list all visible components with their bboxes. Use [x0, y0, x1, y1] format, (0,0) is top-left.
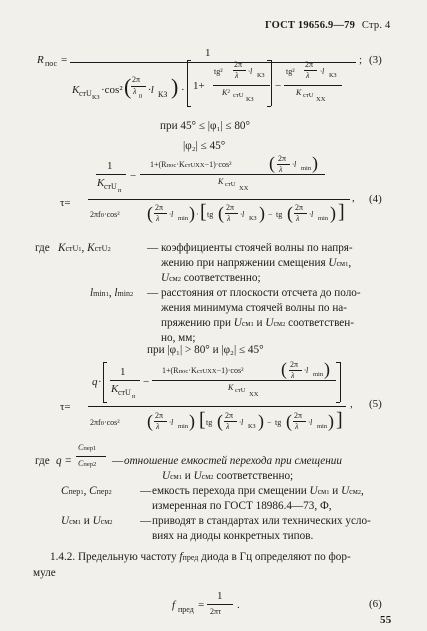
comma-5: ,	[350, 398, 353, 410]
lmin-5b: ·l	[169, 418, 174, 427]
k-subscript: стU	[79, 89, 92, 98]
num-text: 1+(Rпос·KстUXX−1)·cos²	[150, 160, 232, 169]
q-desc2: Uсм1 и Uсм2 соответственно;	[162, 470, 294, 482]
tg-fraction-bar-2	[284, 85, 342, 86]
k-subsubscript: КЗ	[92, 94, 100, 101]
paren-open-5b: (	[147, 411, 153, 431]
lmin-5: ·l	[304, 366, 309, 375]
lambda-4b: λ	[156, 214, 160, 223]
lmin-line2: жения минимума стоячей волны по на-	[161, 302, 347, 314]
lmin-4d: ·l	[309, 210, 314, 219]
equation-number-4: (4)	[369, 193, 382, 205]
bracket-left	[187, 60, 188, 106]
two-pi-5d: 2π	[294, 411, 303, 420]
two-pi-4: 2π	[278, 154, 287, 163]
c-numer: Cпер1	[78, 443, 97, 452]
lmin-sub-5d: min	[317, 423, 328, 430]
equals-sign: =	[61, 54, 68, 66]
dot-4: ·	[196, 210, 199, 219]
k-terms: KстU1, KстU2	[58, 242, 111, 254]
paren-close-4b: )	[189, 203, 195, 223]
lkz-sub-5: КЗ	[248, 423, 256, 430]
c-line1: емкость перехода при смещении Uсм1 и Uсм2,	[152, 485, 364, 497]
minus-5: −	[143, 376, 150, 388]
dash-3: —	[112, 455, 124, 467]
bracket-right-5-bottom	[336, 402, 340, 403]
k-den-sub: стU	[104, 182, 117, 191]
two-pi-5c: 2π	[225, 411, 234, 420]
two-pi-3: 2π	[305, 60, 314, 69]
minus-sign: −	[275, 80, 282, 92]
lmin-4b: ·l	[169, 210, 174, 219]
q-eq: q =	[56, 455, 72, 467]
paren-open-5: (	[281, 359, 287, 379]
k-den-sub-5: стU	[118, 388, 131, 397]
one-numerator: 1	[107, 160, 113, 172]
numerator-one: 1	[205, 47, 211, 59]
para-line1: 1.4.2. Предельную частоту fпред диода в Гц определяют по фор-	[50, 551, 351, 563]
cos2-symbol: ·cos²	[101, 84, 123, 96]
tg-4b: tg	[276, 210, 283, 219]
two-pi-2: 2π	[234, 60, 243, 69]
tg-fraction-bar	[213, 85, 270, 86]
bracket-right-5	[340, 362, 341, 402]
paren-close-4: )	[312, 153, 318, 173]
two-pi-4d: 2π	[295, 203, 304, 212]
equation-number-5: (5)	[369, 398, 382, 410]
paren-close-4d: )	[330, 203, 336, 223]
two-pi-4c: 2π	[226, 203, 235, 212]
paren-close-5b: )	[189, 411, 195, 431]
dash-2: —	[147, 287, 159, 299]
tau-lhs-5: τ=	[60, 401, 71, 413]
k-symbol: K	[72, 84, 80, 96]
c-denom: Cпер2	[78, 459, 97, 468]
bracket-left-5-bottom	[103, 402, 107, 403]
paren-open-4: (	[269, 153, 275, 173]
k2-subsubscript: КЗ	[246, 96, 254, 103]
k-den-subsub: п	[118, 187, 122, 194]
paren-close-5c: )	[258, 411, 264, 431]
lambda-subscript: 0	[139, 93, 143, 100]
condition-2: |φ₂| ≤ 45°	[183, 140, 226, 152]
k2-subscript: стU	[233, 92, 244, 99]
bracket-open-5: [	[199, 409, 206, 431]
kxx-symbol: K	[296, 88, 302, 97]
paren-open: (	[124, 74, 132, 99]
k-denominator: K	[97, 177, 105, 189]
bracket-left-5	[103, 362, 104, 402]
kxx-subsubscript: XX	[316, 96, 326, 103]
paren-open-5d: (	[286, 411, 292, 431]
dot-operator: ·	[181, 84, 185, 96]
lmin-sub-5b: min	[178, 423, 189, 430]
l-symbol-3: ·l	[320, 67, 325, 76]
lambda-5b: λ	[156, 422, 160, 431]
kxx-5: K	[228, 383, 234, 392]
denom-4: 2πf0·cos²	[90, 210, 120, 219]
bracket-open-4: [	[200, 201, 207, 223]
den-6: 2πτ	[210, 607, 222, 616]
paren-close: )	[171, 74, 179, 99]
kxx-sub-4: стU	[225, 181, 236, 188]
kxx-subsub-5: XX	[249, 391, 259, 398]
two-pi-5: 2π	[290, 360, 299, 369]
one-over-k-bar	[96, 174, 126, 175]
r-symbol: R	[37, 54, 44, 66]
paren-close-5d: )	[328, 411, 334, 431]
dot-5: ·	[98, 376, 102, 388]
kxx-sub-5: стU	[235, 387, 246, 394]
lmin-sub-4d: min	[318, 215, 329, 222]
page-number: 55	[380, 614, 392, 626]
one-over-k-bar-5	[110, 380, 140, 381]
paren-close-4c: )	[259, 203, 265, 223]
dash-5: —	[140, 515, 152, 527]
k-desc-line2: жению при напряжении смещения Uсм1,	[161, 257, 352, 269]
lmin-sub-4b: min	[178, 215, 189, 222]
lkz-sub-4: КЗ	[249, 215, 257, 222]
condition-3: при |φ₁| > 80° и |φ₂| ≤ 45°	[147, 344, 264, 356]
k2-symbol: K²	[222, 88, 230, 97]
tau-lhs: τ=	[60, 197, 71, 209]
lmin-line3: пряжению при Uсм1 и Uсм2 соответствен-	[161, 317, 354, 329]
lambda-symbol-2: λ	[235, 71, 239, 80]
where-label: где	[35, 242, 50, 254]
dash-1: —	[147, 242, 159, 254]
main-fraction-bar-4	[88, 199, 350, 200]
dash-4: —	[140, 485, 152, 497]
one-5: 1	[120, 366, 126, 378]
lmin-sub-5: min	[313, 371, 324, 378]
separator: ;	[359, 54, 363, 66]
where-label-2: где	[35, 455, 50, 467]
bracket-right	[271, 60, 272, 106]
para-line2: муле	[33, 567, 56, 579]
lmin-sub-4: min	[301, 165, 312, 172]
lkz-4: ·l	[240, 210, 245, 219]
bracket-close-4: ]	[338, 201, 345, 223]
k-desc-line1: коэффициенты стоячей волны по напря-	[161, 242, 353, 254]
lambda-4d: λ	[296, 214, 300, 223]
lambda-5c: λ	[226, 422, 230, 431]
minus-4: −	[130, 170, 137, 182]
paren-open-4d: (	[287, 203, 293, 223]
two-pi: 2π	[132, 75, 141, 84]
k-den-5: K	[111, 383, 119, 395]
kxx-subsub-4: XX	[239, 185, 249, 192]
lambda-4: λ	[279, 165, 283, 174]
k-desc-line3: Uсм2 соответственно;	[161, 272, 261, 284]
paren-open-4b: (	[147, 203, 153, 223]
num-6: 1	[217, 590, 223, 602]
lambda-symbol-3: λ	[306, 71, 310, 80]
paren-close-5: )	[324, 359, 330, 379]
lmin-4: ·l	[292, 160, 297, 169]
bracket-left-bottom	[187, 106, 191, 107]
fraction-bar-6	[207, 604, 233, 605]
bracket-right-top	[267, 60, 271, 61]
kxx-subscript: стU	[303, 92, 314, 99]
equation-number-6: (6)	[369, 598, 382, 610]
dot-6: .	[237, 599, 240, 611]
r-subscript: пос	[45, 59, 58, 68]
l-symbol-2: ·l	[248, 67, 253, 76]
one-plus: 1+	[193, 80, 205, 92]
denom-5: 2πf0·cos²	[90, 418, 120, 427]
tg2-symbol: tg²	[214, 67, 223, 76]
u-terms: Uсм1 и Uсм2	[61, 515, 113, 527]
tg-5a: tg	[206, 418, 213, 427]
u-line2: виях на диоды конкретных типов.	[152, 530, 314, 542]
l-subscript: КЗ	[158, 90, 168, 99]
lmin-5d: ·l	[308, 418, 313, 427]
lmin-line1: расстояния от плоскости отсчета до поло-	[161, 287, 361, 299]
bracket-right-bottom	[267, 106, 271, 107]
lambda-4c: λ	[227, 214, 231, 223]
tg-5b: tg	[275, 418, 282, 427]
c-line2: измеренная по ГОСТ 18986.4—73, Ф,	[152, 500, 332, 512]
f-symbol-6: f	[172, 599, 176, 611]
bracket-left-5-top	[103, 362, 107, 363]
main-fraction-bar	[70, 62, 356, 63]
lambda-5d: λ	[295, 422, 299, 431]
minus-5b: −	[267, 418, 272, 427]
two-pi-5b: 2π	[155, 411, 164, 420]
u-line1: приводят в стандартах или технических усло-	[152, 515, 371, 527]
q-desc1: отношение емкостей перехода при смещении	[124, 455, 342, 467]
lambda-symbol: λ	[133, 87, 137, 96]
l-subscript-2: КЗ	[257, 72, 265, 79]
paren-open-5c: (	[217, 411, 223, 431]
lambda-5: λ	[291, 371, 295, 380]
minus-4b: −	[268, 210, 273, 219]
lmin-terms: lmin1, lmin2	[90, 287, 134, 299]
tg-4a: tg	[207, 210, 214, 219]
c-terms: Cпер1, Cпер2	[61, 485, 112, 497]
q-symbol: q	[92, 376, 98, 388]
num-text-5: 1+(Rпос·KстUXX−1)·cos²	[162, 366, 244, 375]
equation-number-3: (3)	[369, 54, 382, 66]
main-fraction-bar-5	[88, 406, 346, 407]
k-den-subsub-5: п	[132, 393, 136, 400]
lmin-line4: но, мм;	[161, 332, 196, 344]
l-symbol: ·l	[148, 84, 154, 96]
condition-1: при 45° ≤ |φ₁| ≤ 80°	[160, 120, 250, 132]
kxx-4: K	[218, 177, 224, 186]
l-subscript-3: КЗ	[329, 72, 337, 79]
standard-header	[265, 20, 390, 31]
two-pi-4b: 2π	[155, 203, 164, 212]
bracket-close-5: ]	[336, 409, 343, 431]
q-fraction-bar	[76, 456, 106, 457]
paren-open-4c: (	[218, 203, 224, 223]
num-fraction-bar-5	[152, 380, 336, 381]
page-label: Стр. 4	[361, 20, 391, 31]
bracket-right-5-top	[336, 362, 340, 363]
standard-number: ГОСТ 19656.9—79	[265, 20, 356, 31]
eq-6: =	[198, 599, 205, 611]
lkz-5: ·l	[239, 418, 244, 427]
comma-4: ,	[352, 192, 355, 204]
f-sub-6: пред	[178, 605, 194, 614]
tg2-symbol-2: tg²	[286, 67, 295, 76]
bracket-left-top	[187, 60, 191, 61]
num-fraction-bar-4	[140, 174, 325, 175]
